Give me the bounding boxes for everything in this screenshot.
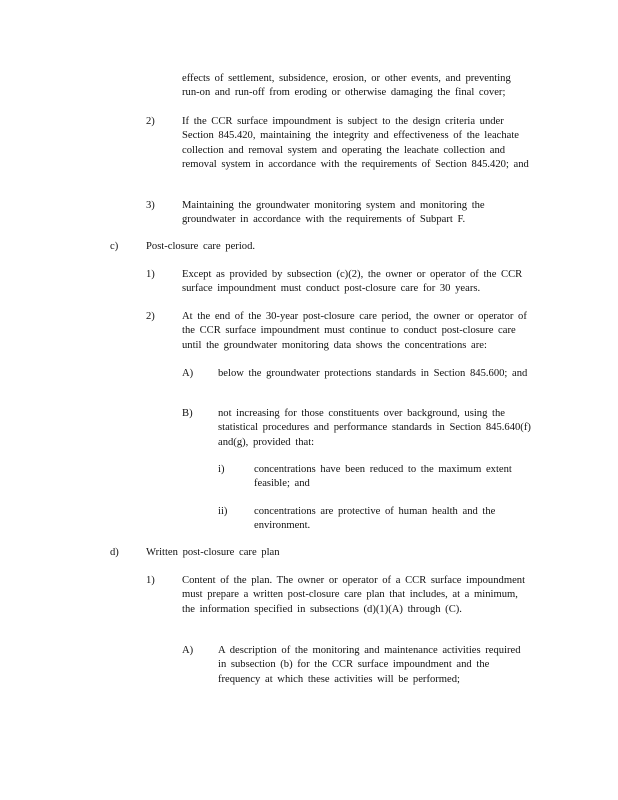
item-label-d1: 1) [146,575,155,586]
section-label-c: c) [110,241,119,252]
item-text-c2Bi: concentrations have been reduced to the maximum extent feasible; and [254,464,512,490]
section-label-d: d) [110,547,119,558]
item-label-b2: 2) [146,116,155,127]
item-text-d1: Content of the plan. The owner or operator of a CCR surface impoundment must prepare a written post-closure care plan that includes, at a minimum, the information specified in subsections (d)(1)(A) through (C). [182,575,526,615]
item-text-c2B: not increasing for those constituents over background, using the statistical procedures and performance standards in Section 845.640(f) and(g), provided that: [218,408,531,448]
item-label-c2Bii: ii) [218,506,228,517]
item-label-c2A: A) [182,368,194,379]
item-label-c2Bi: i) [218,464,225,475]
item-text-c2A: below the groundwater protections standards in Section 845.600; and [218,368,528,379]
item-text-c1: Except as provided by subsection (c)(2), the owner or operator of the CCR surface impoundment must conduct post-closure care for 30 years. [182,269,523,295]
item-label-d1A: A) [182,645,194,656]
section-heading-c: Post-closure care period. [146,241,256,252]
item-text-d1A: A description of the monitoring and maintenance activities required in subsection (b) for the CCR surface impoundment and the frequency at which these activities will be performed; [218,645,521,685]
item-label-c2B: B) [182,408,193,419]
item-text-b3: Maintaining the groundwater monitoring system and monitoring the groundwater in accordance with the requirements of Subpart F. [182,200,485,226]
item-label-c1: 1) [146,269,155,280]
item-text-b2: If the CCR surface impoundment is subject to the design criteria under Section 845.420, maintaining the integrity and effectiveness of the leachate collection and removal system and operating the leachate collection and removal system in accordance with the requirements of Section 845.420; and [182,116,529,170]
item-text-c2: At the end of the 30-year post-closure care period, the owner or operator of the CCR surface impoundment must continue to conduct post-closure care until the groundwater monitoring data shows the concentrations are: [182,311,527,351]
item-label-b3: 3) [146,200,155,211]
section-heading-d: Written post-closure care plan [146,547,280,558]
item-text-c2Bii: concentrations are protective of human health and the environment. [254,506,496,532]
paragraph-continuation: effects of settlement, subsidence, erosion, or other events, and preventing run-on and run-off from eroding or otherwise damaging the final cover; [182,73,511,99]
item-label-c2: 2) [146,311,155,322]
